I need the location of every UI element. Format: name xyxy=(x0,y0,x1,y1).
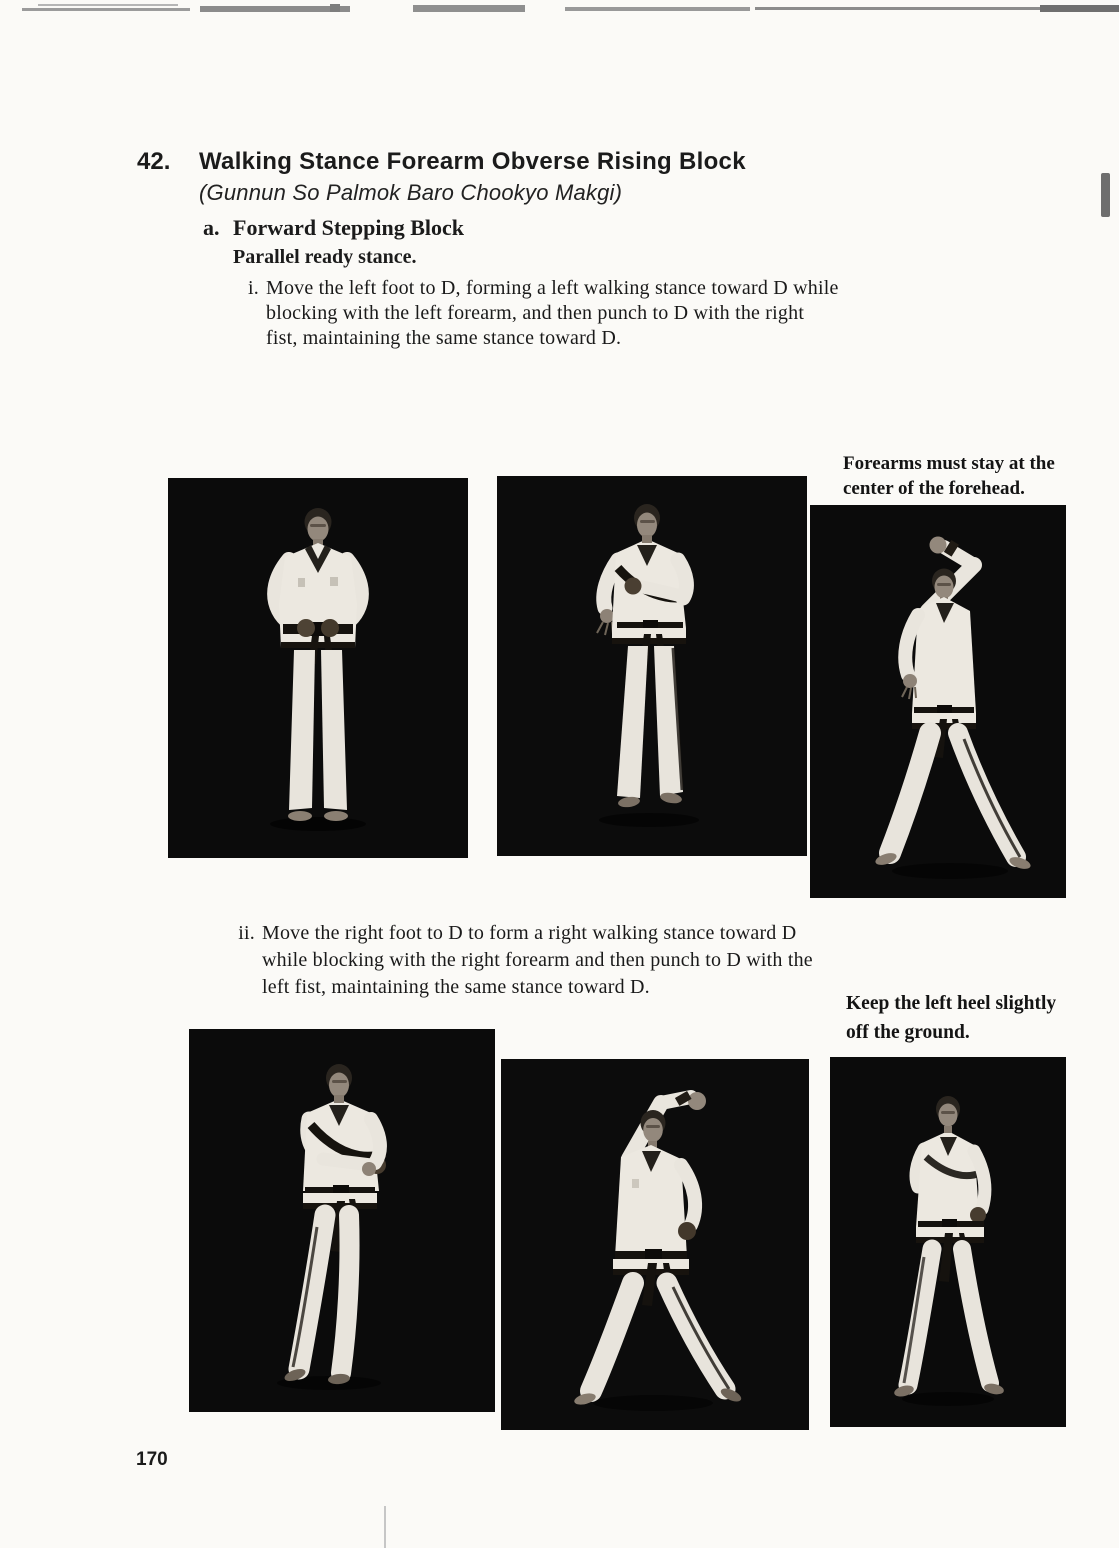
scan-artifact-top-line xyxy=(38,4,178,6)
technique-romanization: (Gunnun So Palmok Baro Chookyo Makgi) xyxy=(199,180,623,205)
photo-parallel-ready-stance xyxy=(168,478,468,858)
section-a-heading xyxy=(203,215,464,241)
step-ii-label: ii. xyxy=(238,922,255,944)
martial-artist-figure xyxy=(830,1057,1066,1427)
section-a-label: a. xyxy=(203,215,220,240)
photo-finishing-position xyxy=(830,1057,1066,1427)
photo-left-forearm-rising-block xyxy=(810,505,1066,898)
scan-artifact-top-line xyxy=(565,7,750,11)
technique-title: Walking Stance Forearm Obverse Rising Block xyxy=(199,148,746,175)
caption-heel-line: off the ground. xyxy=(846,1022,970,1043)
section-a-title: Forward Stepping Block xyxy=(233,215,465,240)
caption-forearms xyxy=(843,451,1055,501)
scan-artifact-bottom-line xyxy=(384,1506,386,1548)
martial-artist-figure xyxy=(810,505,1066,898)
scan-artifact-top-line xyxy=(22,8,190,11)
scan-artifact-top-line xyxy=(200,6,350,12)
caption-heel xyxy=(846,989,1056,1047)
caption-heel-line: Keep the left heel slightly xyxy=(846,993,1057,1014)
scan-artifact-right-dash xyxy=(1101,173,1110,217)
step-ii-text-line: left fist, maintaining the same stance toward D. xyxy=(262,976,650,998)
martial-artist-figure xyxy=(497,476,807,856)
step-i-text-line: Move the left foot to D, forming a left walking stance toward D while xyxy=(266,277,839,299)
ready-stance-line: Parallel ready stance. xyxy=(233,246,417,268)
caption-forearms-line: Forearms must stay at the xyxy=(843,453,1055,474)
technique-number: 42. xyxy=(137,148,171,175)
step-i-label: i. xyxy=(248,277,259,299)
step-ii-text-line: while blocking with the right forearm and then punch to D with the xyxy=(262,949,813,971)
scan-artifact-top-line xyxy=(413,5,525,12)
scan-artifact-top-line xyxy=(1040,5,1119,12)
martial-artist-figure xyxy=(168,478,468,858)
caption-forearms-line: center of the forehead. xyxy=(843,478,1025,499)
page-number: 170 xyxy=(136,1449,168,1470)
step-ii-text-line: Move the right foot to D to form a right walking stance toward D xyxy=(262,922,797,944)
step-i-text-line: blocking with the left forearm, and then punch to D with the right xyxy=(266,302,805,324)
photo-right-forearm-rising-block xyxy=(501,1059,809,1430)
photo-stepping-intermediate xyxy=(189,1029,495,1412)
scan-artifact-mark xyxy=(330,4,340,12)
martial-artist-figure xyxy=(501,1059,809,1430)
step-i xyxy=(248,276,976,351)
martial-artist-figure xyxy=(189,1029,495,1412)
photo-arms-crossing-intermediate xyxy=(497,476,807,856)
step-i-text-line: fist, maintaining the same stance toward D. xyxy=(266,327,622,349)
